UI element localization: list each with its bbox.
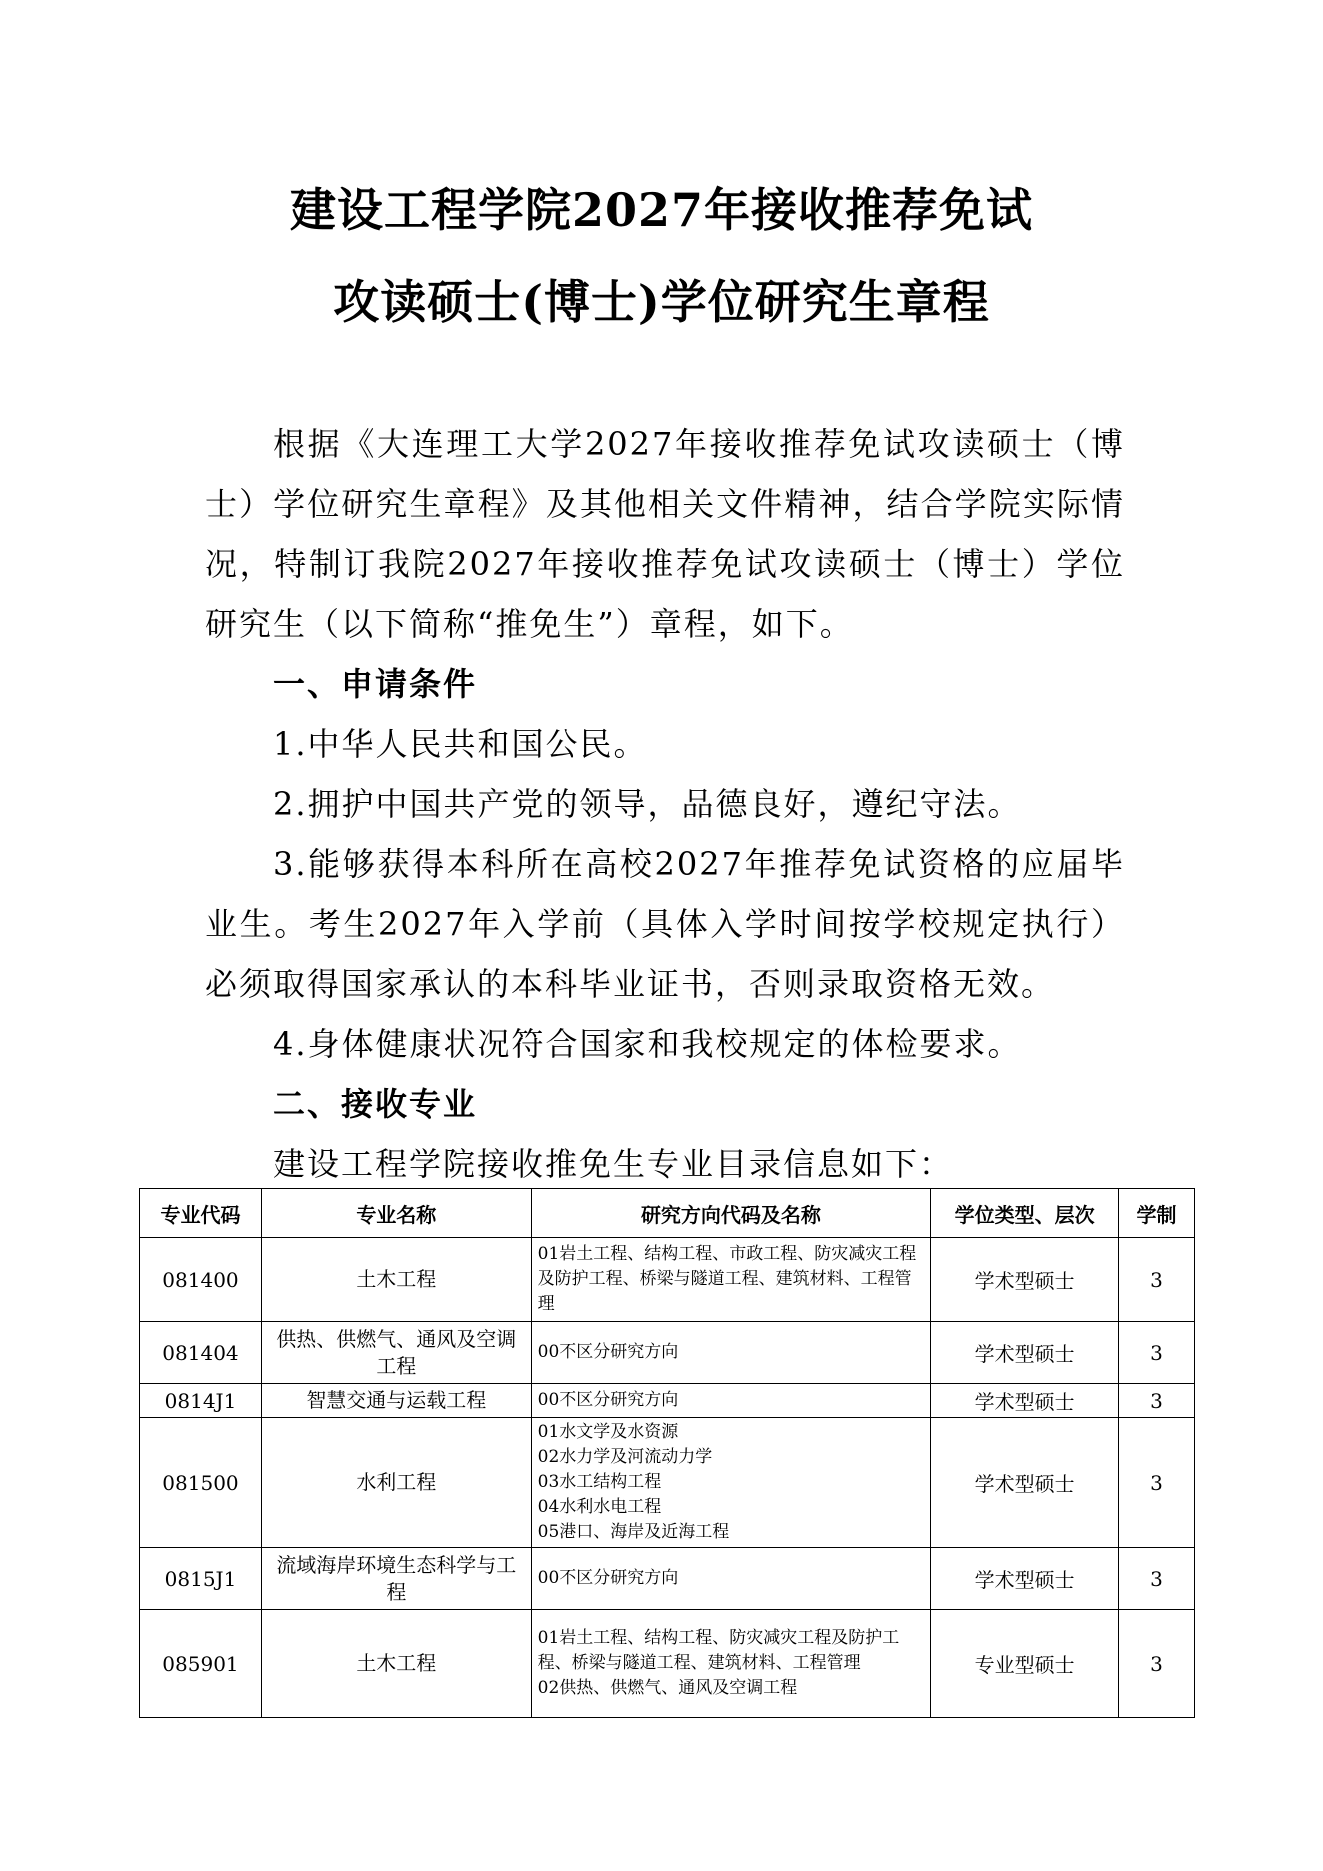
duration-cell: 3 (1119, 1322, 1195, 1384)
major-catalog-table (139, 1188, 1195, 1718)
header-major-name: 专业名称 (261, 1189, 531, 1238)
major-code-cell: 081500 (140, 1418, 262, 1548)
direction-cell: 01岩土工程、结构工程、市政工程、防灾减灾工程及防护工程、桥梁与隧道工程、建筑材料、工程管理 (531, 1238, 931, 1322)
degree-type-cell: 学术型硕士 (931, 1384, 1119, 1418)
document-title-line-1: 建设工程学院2027年接收推荐免试 (289, 183, 1034, 237)
degree-type-cell: 学术型硕士 (931, 1238, 1119, 1322)
header-degree-type: 学位类型、层次 (931, 1189, 1119, 1238)
condition-item: 3.能够获得本科所在高校2027年推荐免试资格的应届毕业生。考生2027年入学前（具体入学时间按学校规定执行）必须取得国家承认的本科毕业证书，否则录取资格无效。 (205, 845, 1125, 1003)
table-row (140, 1322, 1195, 1384)
major-name-cell: 供热、供燃气、通风及空调工程 (261, 1322, 531, 1384)
table-row (140, 1548, 1195, 1610)
header-research-direction: 研究方向代码及名称 (531, 1189, 931, 1238)
duration-cell: 3 (1119, 1418, 1195, 1548)
duration-cell: 3 (1119, 1548, 1195, 1610)
degree-type-cell: 学术型硕士 (931, 1548, 1119, 1610)
header-duration: 学制 (1119, 1189, 1195, 1238)
section-heading-majors: 二、接收专业 (273, 1085, 478, 1123)
direction-cell: 00不区分研究方向 (531, 1322, 931, 1384)
table-row (140, 1418, 1195, 1548)
document-body (205, 414, 1125, 1194)
duration-cell: 3 (1119, 1384, 1195, 1418)
major-code-cell: 0814J1 (140, 1384, 262, 1418)
direction-cell: 00不区分研究方向 (531, 1548, 931, 1610)
document-title-line-2: 攻读硕士(博士)学位研究生章程 (333, 275, 990, 329)
major-code-cell: 0815J1 (140, 1548, 262, 1610)
major-code-cell: 085901 (140, 1610, 262, 1718)
direction-cell: 01水文学及水资源 02水力学及河流动力学 03水工结构工程 04水利水电工程 05港口、海岸及近海工程 (531, 1418, 931, 1548)
major-code-cell: 081404 (140, 1322, 262, 1384)
condition-item: 2.拥护中国共产党的领导，品德良好，遵纪守法。 (273, 785, 1022, 823)
header-major-code: 专业代码 (140, 1189, 262, 1238)
major-name-cell: 流域海岸环境生态科学与工程 (261, 1548, 531, 1610)
duration-cell: 3 (1119, 1238, 1195, 1322)
major-name-cell: 土木工程 (261, 1610, 531, 1718)
direction-cell: 00不区分研究方向 (531, 1384, 931, 1418)
direction-cell: 01岩土工程、结构工程、防灾减灾工程及防护工程、桥梁与隧道工程、建筑材料、工程管理 02供热、供燃气、通风及空调工程 (531, 1610, 931, 1718)
major-code-cell: 081400 (140, 1238, 262, 1322)
table-header-row (140, 1189, 1195, 1238)
intro-paragraph: 根据《大连理工大学2027年接收推荐免试攻读硕士（博士）学位研究生章程》及其他相关文件精神，结合学院实际情况，特制订我院2027年接收推荐免试攻读硕士（博士）学位研究生（以下简称“推免生”）章程，如下。 (205, 425, 1125, 643)
degree-type-cell: 学术型硕士 (931, 1418, 1119, 1548)
major-name-cell: 水利工程 (261, 1418, 531, 1548)
condition-item: 1.中华人民共和国公民。 (273, 725, 648, 763)
degree-type-cell: 学术型硕士 (931, 1322, 1119, 1384)
condition-item: 4.身体健康状况符合国家和我校规定的体检要求。 (273, 1025, 1022, 1063)
table-row (140, 1610, 1195, 1718)
catalog-intro: 建设工程学院接收推免生专业目录信息如下： (273, 1145, 954, 1183)
major-name-cell: 智慧交通与运载工程 (261, 1384, 531, 1418)
duration-cell: 3 (1119, 1610, 1195, 1718)
major-name-cell: 土木工程 (261, 1238, 531, 1322)
table-row (140, 1384, 1195, 1418)
table-row (140, 1238, 1195, 1322)
section-heading-conditions: 一、申请条件 (273, 665, 478, 703)
degree-type-cell: 专业型硕士 (931, 1610, 1119, 1718)
